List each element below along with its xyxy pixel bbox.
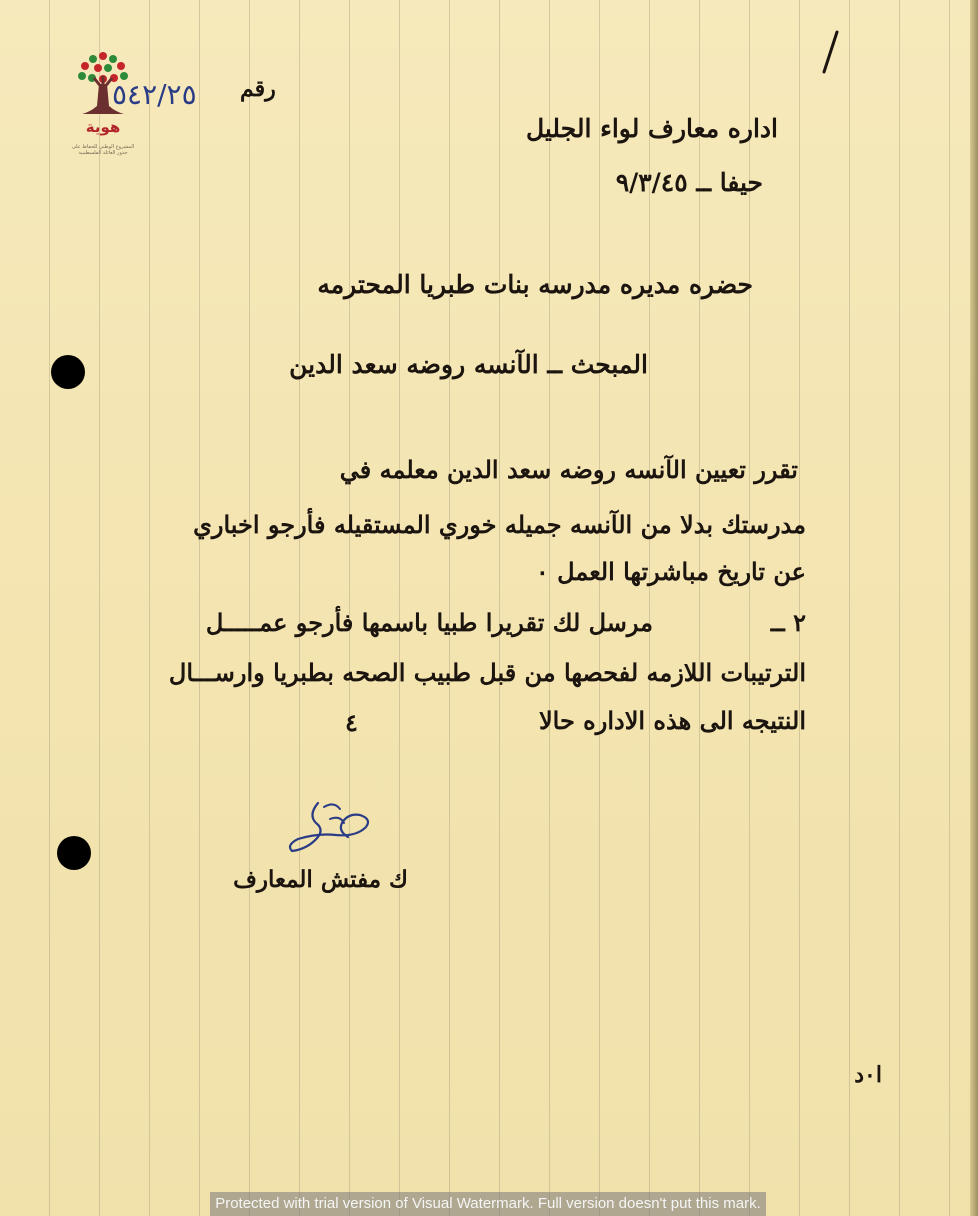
logo-subtitle: المشروع الوطني للحفاظ على جذور العائلة الفلسطينية [71, 144, 135, 156]
item-line-2: الترتيبات اللازمه لفحصها من قبل طبيب الصحه بطبريا وارســـال [168, 658, 806, 687]
punch-hole-bottom [57, 836, 91, 870]
ref-label: رقم [240, 76, 276, 102]
paper-edge [970, 0, 978, 1216]
org-line: اداره معارف لواء الجليل [525, 114, 778, 143]
logo-name: هوية [85, 118, 121, 136]
corner-mark [815, 28, 845, 76]
body-line-1: تقرر تعيين الآنسه روضه سعد الدين معلمه في [339, 455, 798, 484]
item-number: ٢ ــ [770, 608, 806, 637]
item-line-1: مرسل لك تقريرا طبيا باسمها فأرجو عمـــــل [205, 608, 653, 637]
place-date: حيفا ــ ٩/٣/٤٥ [615, 168, 763, 197]
item-line-3: النتيجه الى هذه الاداره حالا [538, 706, 806, 735]
footer-code: ا٠د [854, 1062, 882, 1088]
punch-hole-top [51, 355, 85, 389]
end-mark: ٤ [345, 708, 358, 737]
subject-line: المبحث ــ الآنسه روضه سعد الدين [289, 350, 648, 379]
body-line-2: مدرستك بدلا من الآنسه جميله خوري المستقيله فأرجو اخباري [193, 510, 806, 539]
signature-scribble [278, 795, 378, 860]
ref-number: ٥٤٢/٢٥ [112, 78, 197, 111]
addressee: حضره مديره مدرسه بنات طبريا المحترمه [317, 270, 753, 299]
body-line-3: عن تاريخ مباشرتها العمل ٠ [535, 557, 806, 586]
signatory: ك مفتش المعارف [233, 866, 408, 893]
watermark-banner: Protected with trial version of Visual Watermark. Full version doesn't put this mark. [210, 1192, 766, 1216]
